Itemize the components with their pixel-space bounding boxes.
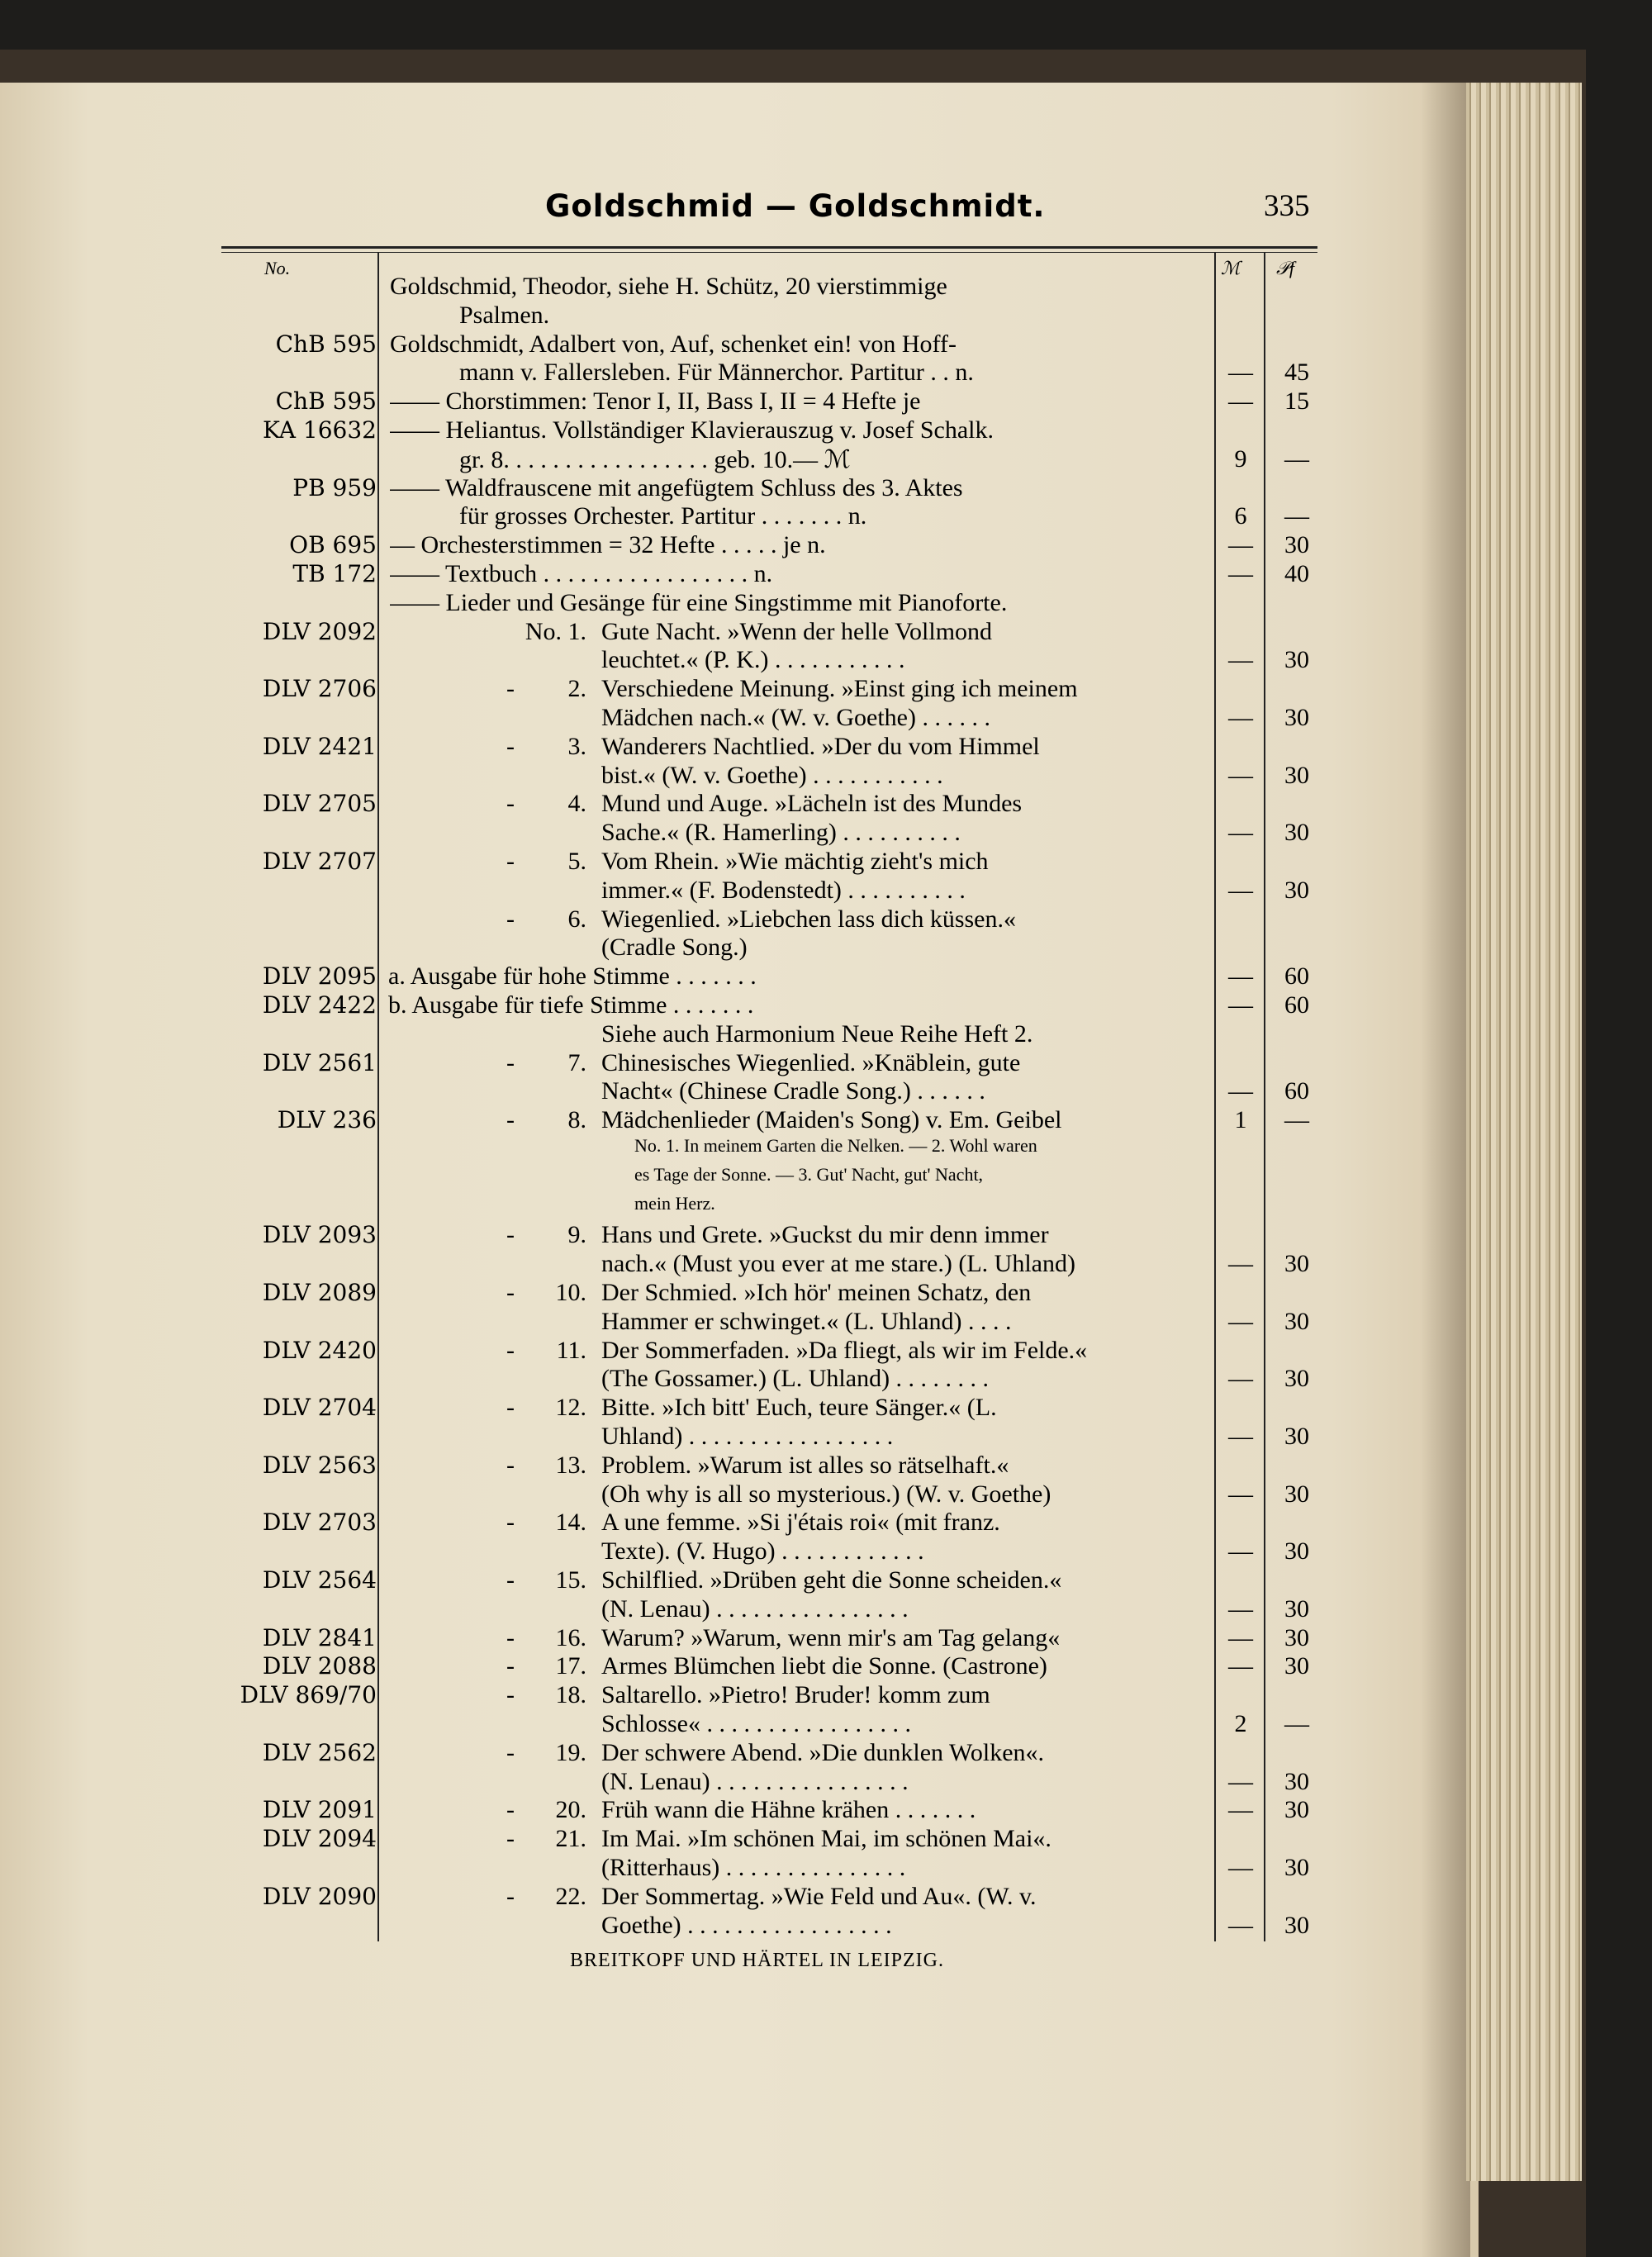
ditto-dash: -: [506, 1652, 515, 1680]
entry-text: Psalmen.: [459, 301, 550, 329]
catalog-line: [0, 848, 1479, 877]
ditto-dash: -: [506, 1221, 515, 1249]
entry-text: Vom Rhein. »Wie mächtig zieht's mich: [601, 848, 989, 875]
price-mark: —: [1228, 761, 1253, 789]
price-mark: —: [1228, 1796, 1253, 1824]
entry-text: (N. Lenau) . . . . . . . . . . . . . . . .: [601, 1767, 909, 1795]
catalog-line: [0, 1365, 1479, 1394]
price-mark: —: [1228, 1365, 1253, 1393]
catalog-line: [0, 560, 1479, 589]
catalog-number: DLV 2422: [262, 991, 377, 1019]
catalog-number: DLV 2088: [262, 1652, 377, 1680]
entry-text: Im Mai. »Im schönen Mai, im schönen Mai«.: [601, 1825, 1051, 1853]
price-mark: —: [1228, 1307, 1253, 1335]
song-number: 15.: [555, 1566, 586, 1594]
price-pfennig: 40: [1284, 560, 1309, 587]
price-pfennig: 30: [1284, 1854, 1309, 1881]
price-mark: —: [1228, 1250, 1253, 1278]
ditto-dash: -: [506, 1882, 515, 1910]
price-pfennig: 30: [1284, 761, 1309, 789]
price-mark: —: [1228, 819, 1253, 847]
price-mark: 1: [1234, 1106, 1247, 1134]
catalog-line: [0, 1537, 1479, 1566]
catalog-number: ChB 595: [275, 387, 377, 416]
catalog-number: DLV 869/70: [240, 1681, 377, 1709]
catalog-number: DLV 2095: [262, 962, 377, 991]
entry-text: b. Ausgabe für tiefe Stimme . . . . . . .: [388, 991, 754, 1019]
catalog-line: [0, 1221, 1479, 1250]
price-pfennig: 30: [1284, 1911, 1309, 1939]
entry-text: Saltarello. »Pietro! Bruder! komm zum: [601, 1681, 990, 1709]
price-mark: —: [1228, 1594, 1253, 1623]
catalog-line: [0, 704, 1479, 733]
entry-text: Chinesisches Wiegenlied. »Knäblein, gute: [601, 1048, 1021, 1076]
entry-text: es Tage der Sonne. — 3. Gut' Nacht, gut' Nacht,: [634, 1163, 984, 1185]
page-header: [0, 188, 1479, 230]
price-pfennig: 30: [1284, 1537, 1309, 1566]
entry-text: —— Waldfrauscene mit angefügtem Schluss des 3. Aktes: [390, 473, 963, 501]
song-number: 20.: [555, 1796, 586, 1824]
price-pfennig: 30: [1284, 1796, 1309, 1824]
entry-text: Verschiedene Meinung. »Einst ging ich meinem: [601, 675, 1078, 703]
entry-text: Schlosse« . . . . . . . . . . . . . . . . .: [601, 1710, 911, 1737]
entry-text: —— Heliantus. Vollständiger Klavierauszug v. Josef Schalk.: [390, 416, 994, 444]
price-mark: —: [1228, 1767, 1253, 1795]
catalog-line: [0, 416, 1479, 445]
song-number: 10.: [555, 1279, 586, 1306]
ditto-dash: -: [506, 1825, 515, 1853]
song-number: 8.: [567, 1106, 586, 1134]
entry-text: Mund und Auge. »Lächeln ist des Mundes: [601, 790, 1023, 818]
entry-text: Armes Blümchen liebt die Sonne. (Castrone): [601, 1652, 1047, 1680]
price-mark: —: [1228, 1623, 1253, 1651]
price-mark: 6: [1234, 502, 1247, 530]
entry-text: —— Lieder und Gesänge für eine Singstimme mit Pianoforte.: [390, 588, 1008, 616]
ditto-dash: -: [506, 1394, 515, 1422]
catalog-number: DLV 2561: [262, 1048, 377, 1076]
entry-text: Gute Nacht. »Wenn der helle Vollmond: [601, 617, 993, 645]
catalog-line: [0, 1883, 1479, 1912]
catalog-line: [0, 962, 1479, 991]
song-number: 3.: [567, 732, 586, 760]
catalog-number: TB 172: [292, 560, 377, 587]
catalog-line: [0, 589, 1479, 618]
price-mark: —: [1228, 1854, 1253, 1881]
catalog-line: [0, 1077, 1479, 1106]
song-number: 12.: [555, 1394, 586, 1422]
catalog-line: [0, 1308, 1479, 1337]
entry-text: (Ritterhaus) . . . . . . . . . . . . . . .: [601, 1854, 906, 1881]
ditto-dash: -: [506, 790, 515, 818]
price-mark: —: [1228, 1537, 1253, 1566]
catalog-number: DLV 2706: [262, 675, 377, 703]
price-pfennig: 30: [1284, 1250, 1309, 1278]
price-pfennig: 30: [1284, 819, 1309, 847]
ditto-dash: -: [506, 1566, 515, 1594]
catalog-line: [0, 387, 1479, 416]
price-pfennig: 30: [1284, 646, 1309, 674]
entry-text: mann v. Fallersleben. Für Männerchor. Partitur . . n.: [459, 359, 974, 387]
price-mark: 2: [1234, 1710, 1247, 1737]
entry-text: a. Ausgabe für hohe Stimme . . . . . . .: [388, 962, 757, 991]
entry-text: —— Textbuch . . . . . . . . . . . . . . . . . n.: [390, 560, 773, 587]
catalog-number: DLV 2092: [262, 617, 377, 645]
catalog-line: [0, 1595, 1479, 1624]
price-mark: —: [1228, 876, 1253, 904]
catalog-line: [0, 1566, 1479, 1595]
catalog-number: KA 16632: [263, 416, 377, 444]
catalog-number: OB 695: [289, 531, 377, 559]
price-mark: —: [1228, 560, 1253, 587]
price-pfennig: 30: [1284, 1423, 1309, 1450]
song-number: 13.: [555, 1451, 586, 1479]
catalog-line: [0, 1020, 1479, 1049]
catalog-line: [0, 1710, 1479, 1739]
catalog-line: [0, 905, 1479, 934]
catalog-line: [0, 877, 1479, 905]
catalog-number: DLV 2089: [262, 1279, 377, 1306]
catalog-line: [0, 1739, 1479, 1768]
price-mark: 9: [1234, 444, 1247, 473]
catalog-number: DLV 236: [277, 1106, 377, 1134]
price-pfennig: 30: [1284, 1767, 1309, 1795]
price-mark: —: [1228, 962, 1253, 991]
page-edges: [1466, 83, 1582, 2181]
catalog-line: [0, 330, 1479, 359]
catalog-line: [0, 1135, 1479, 1164]
catalog-line: [0, 991, 1479, 1020]
catalog-line: [0, 1652, 1479, 1681]
entry-text: Mädchenlieder (Maiden's Song) v. Em. Geibel: [601, 1106, 1062, 1134]
entry-text: Hammer er schwinget.« (L. Uhland) . . . .: [601, 1307, 1012, 1335]
entry-text: bist.« (W. v. Goethe) . . . . . . . . . . .: [601, 761, 943, 789]
catalog-line: [0, 1825, 1479, 1854]
catalog-line: [0, 1337, 1479, 1366]
price-pfennig: 30: [1284, 876, 1309, 904]
catalog-number: DLV 2090: [262, 1882, 377, 1910]
catalog-line: [0, 359, 1479, 387]
ditto-dash: -: [506, 1738, 515, 1766]
price-mark: —: [1228, 1423, 1253, 1450]
price-pfennig: 30: [1284, 1652, 1309, 1680]
catalog-line: [0, 1394, 1479, 1423]
entry-text: Problem. »Warum ist alles so rätselhaft.«: [601, 1451, 1009, 1479]
entry-text: nach.« (Must you ever at me stare.) (L. Uhland): [601, 1250, 1075, 1278]
catalog-line: [0, 1768, 1479, 1797]
entry-text: Schilflied. »Drüben geht die Sonne scheiden.«: [601, 1566, 1062, 1594]
entry-text: Sache.« (R. Hamerling) . . . . . . . . . .: [601, 819, 961, 847]
catalog-number: DLV 2421: [262, 732, 377, 760]
price-mark: —: [1228, 646, 1253, 674]
catalog-line: [0, 502, 1479, 531]
price-mark: —: [1228, 1911, 1253, 1939]
entry-text: leuchtet.« (P. K.) . . . . . . . . . . .: [601, 646, 905, 674]
ditto-dash: -: [506, 1796, 515, 1824]
price-pfennig: 30: [1284, 1623, 1309, 1651]
song-number: 17.: [555, 1652, 586, 1680]
catalog-line: [0, 1624, 1479, 1653]
price-pfennig: 30: [1284, 1307, 1309, 1335]
price-mark: —: [1228, 1480, 1253, 1508]
catalog-line: [0, 1854, 1479, 1883]
price-pfennig: 45: [1284, 359, 1309, 387]
song-number: 18.: [555, 1681, 586, 1709]
price-pfennig: 60: [1284, 962, 1309, 991]
catalog-number: DLV 2094: [262, 1825, 377, 1853]
mark-column-header: ℳ: [1221, 258, 1241, 278]
ditto-dash: -: [506, 1279, 515, 1306]
entry-text: A une femme. »Si j'étais roi« (mit franz.: [601, 1509, 1000, 1537]
catalog-line: [0, 302, 1479, 330]
catalog-line: [0, 819, 1479, 848]
entry-text: Texte). (V. Hugo) . . . . . . . . . . . .: [601, 1537, 924, 1566]
price-pfennig: —: [1284, 1710, 1309, 1737]
entry-text: Siehe auch Harmonium Neue Reihe Heft 2.: [601, 1019, 1033, 1048]
price-mark: —: [1228, 531, 1253, 559]
entry-text: Der schwere Abend. »Die dunklen Wolken«.: [601, 1738, 1045, 1766]
ditto-dash: -: [506, 1681, 515, 1709]
entry-text: immer.« (F. Bodenstedt) . . . . . . . . . .: [601, 876, 966, 904]
header-rule: [221, 246, 1317, 253]
price-pfennig: 30: [1284, 1365, 1309, 1393]
pf-column-header: 𝒫f: [1276, 258, 1294, 278]
catalog-line: [0, 531, 1479, 560]
ditto-dash: -: [506, 1106, 515, 1134]
ditto-dash: -: [506, 675, 515, 703]
entry-text: Nacht« (Chinese Cradle Song.) . . . . . .: [601, 1077, 985, 1105]
entry-text: Bitte. »Ich bitt' Euch, teure Sänger.« (L.: [601, 1394, 997, 1422]
song-number: 4.: [567, 790, 586, 818]
price-pfennig: 60: [1284, 1077, 1309, 1105]
entry-text: Der Schmied. »Ich hör' meinen Schatz, den: [601, 1279, 1032, 1306]
price-pfennig: 30: [1284, 531, 1309, 559]
catalog-line: [0, 1681, 1479, 1710]
catalog-line: [0, 1423, 1479, 1452]
catalog-number: DLV 2563: [262, 1451, 377, 1479]
catalog-line: [0, 1250, 1479, 1279]
catalog-line: [0, 790, 1479, 819]
song-number: 22.: [555, 1882, 586, 1910]
catalog-number: DLV 2562: [262, 1738, 377, 1766]
entry-text: Mädchen nach.« (W. v. Goethe) . . . . . .: [601, 704, 990, 731]
catalog-line: [0, 1452, 1479, 1480]
song-number: No. 1.: [525, 617, 586, 645]
catalog-number: DLV 2091: [262, 1796, 377, 1824]
entry-text: (Oh why is all so mysterious.) (W. v. Goethe): [601, 1480, 1051, 1508]
price-mark: —: [1228, 704, 1253, 731]
catalog-number: DLV 2841: [262, 1623, 377, 1651]
ditto-dash: -: [506, 1451, 515, 1479]
entry-text: —— Chorstimmen: Tenor I, II, Bass I, II = 4 Hefte je: [390, 387, 921, 416]
song-number: 6.: [567, 905, 586, 933]
entry-text: Warum? »Warum, wenn mir's am Tag gelang«: [601, 1623, 1061, 1651]
catalog-line: [0, 934, 1479, 962]
entry-text: (The Gossamer.) (L. Uhland) . . . . . . . .: [601, 1365, 990, 1393]
catalog-number: DLV 2564: [262, 1566, 377, 1594]
ditto-dash: -: [506, 1336, 515, 1364]
catalog-line: [0, 762, 1479, 791]
catalog-line: [0, 445, 1479, 474]
price-mark: —: [1228, 1077, 1253, 1105]
price-mark: —: [1228, 387, 1253, 416]
price-pfennig: 30: [1284, 704, 1309, 731]
catalog-number: PB 959: [292, 473, 377, 501]
page-number: 335: [1264, 189, 1310, 223]
entry-text: mein Herz.: [634, 1192, 715, 1214]
catalog-number: DLV 2705: [262, 790, 377, 818]
song-number: 7.: [567, 1048, 586, 1076]
ditto-dash: -: [506, 732, 515, 760]
price-pfennig: —: [1284, 502, 1309, 530]
catalog-line: [0, 675, 1479, 704]
entry-text: Goethe) . . . . . . . . . . . . . . . . .: [601, 1911, 892, 1939]
entry-text: für grosses Orchester. Partitur . . . . . . . n.: [459, 502, 867, 530]
ditto-dash: -: [506, 1509, 515, 1537]
song-number: 16.: [555, 1623, 586, 1651]
ditto-dash: -: [506, 1048, 515, 1076]
catalog-line: [0, 1480, 1479, 1509]
catalog-line: [0, 733, 1479, 762]
catalog-line: [0, 474, 1479, 503]
catalog-number: DLV 2707: [262, 848, 377, 875]
catalog-line: [0, 1049, 1479, 1078]
catalog-number: DLV 2703: [262, 1509, 377, 1537]
catalog-line: [0, 1796, 1479, 1825]
entry-text: Wanderers Nachtlied. »Der du vom Himmel: [601, 732, 1040, 760]
price-pfennig: —: [1284, 1106, 1309, 1134]
running-title: Goldschmid — Goldschmidt.: [545, 188, 1046, 224]
price-pfennig: 15: [1284, 387, 1309, 416]
entry-text: Der Sommertag. »Wie Feld und Au«. (W. v.: [601, 1882, 1037, 1910]
entry-text: No. 1. In meinem Garten die Nelken. — 2. Wohl waren: [634, 1135, 1037, 1156]
song-number: 9.: [567, 1221, 586, 1249]
entry-text: Uhland) . . . . . . . . . . . . . . . . .: [601, 1423, 894, 1450]
price-pfennig: —: [1284, 444, 1309, 473]
catalog-line: [0, 618, 1479, 647]
song-number: 2.: [567, 675, 586, 703]
price-mark: —: [1228, 991, 1253, 1019]
catalog-number: DLV 2093: [262, 1221, 377, 1249]
price-pfennig: 60: [1284, 991, 1309, 1019]
catalog-line: [0, 1912, 1479, 1941]
catalog-line: [0, 273, 1479, 302]
ditto-dash: -: [506, 848, 515, 875]
entry-text: — Orchesterstimmen = 32 Hefte . . . . . je n.: [390, 531, 826, 559]
entry-text: (N. Lenau) . . . . . . . . . . . . . . . .: [601, 1594, 909, 1623]
price-mark: —: [1228, 359, 1253, 387]
entry-text: Hans und Grete. »Guckst du mir denn immer: [601, 1221, 1049, 1249]
ditto-dash: -: [506, 1623, 515, 1651]
entry-text: Früh wann die Hähne krähen . . . . . . .: [601, 1796, 976, 1824]
price-pfennig: 30: [1284, 1480, 1309, 1508]
catalog-line: [0, 1193, 1479, 1222]
entry-text: Goldschmidt, Adalbert von, Auf, schenket ein! von Hoff-: [390, 330, 957, 358]
catalog-line: [0, 646, 1479, 675]
entry-text: Wiegenlied. »Liebchen lass dich küssen.«: [601, 905, 1016, 933]
song-number: 5.: [567, 848, 586, 875]
catalog-line: [0, 1279, 1479, 1308]
price-pfennig: 30: [1284, 1594, 1309, 1623]
catalog-number: DLV 2704: [262, 1394, 377, 1422]
catalog-line: [0, 1164, 1479, 1193]
catalog-number: DLV 2420: [262, 1336, 377, 1364]
entry-text: (Cradle Song.): [601, 934, 748, 962]
catalog-line: [0, 1106, 1479, 1135]
entry-text: Goldschmid, Theodor, siehe H. Schütz, 20 vierstimmige: [390, 273, 947, 300]
song-number: 19.: [555, 1738, 586, 1766]
catalog-line: [0, 1509, 1479, 1537]
catalog-number: ChB 595: [275, 330, 377, 358]
song-number: 14.: [555, 1509, 586, 1537]
price-mark: —: [1228, 1652, 1253, 1680]
song-number: 11.: [556, 1336, 586, 1364]
no-column-header: No.: [264, 258, 291, 278]
publisher-footer: BREITKOPF UND HÄRTEL IN LEIPZIG.: [570, 1950, 944, 1971]
ditto-dash: -: [506, 905, 515, 933]
entry-text: Der Sommerfaden. »Da fliegt, als wir im Felde.«: [601, 1336, 1088, 1364]
song-number: 21.: [555, 1825, 586, 1853]
entry-text: gr. 8. . . . . . . . . . . . . . . . . geb. 10.— ℳ: [459, 445, 851, 473]
